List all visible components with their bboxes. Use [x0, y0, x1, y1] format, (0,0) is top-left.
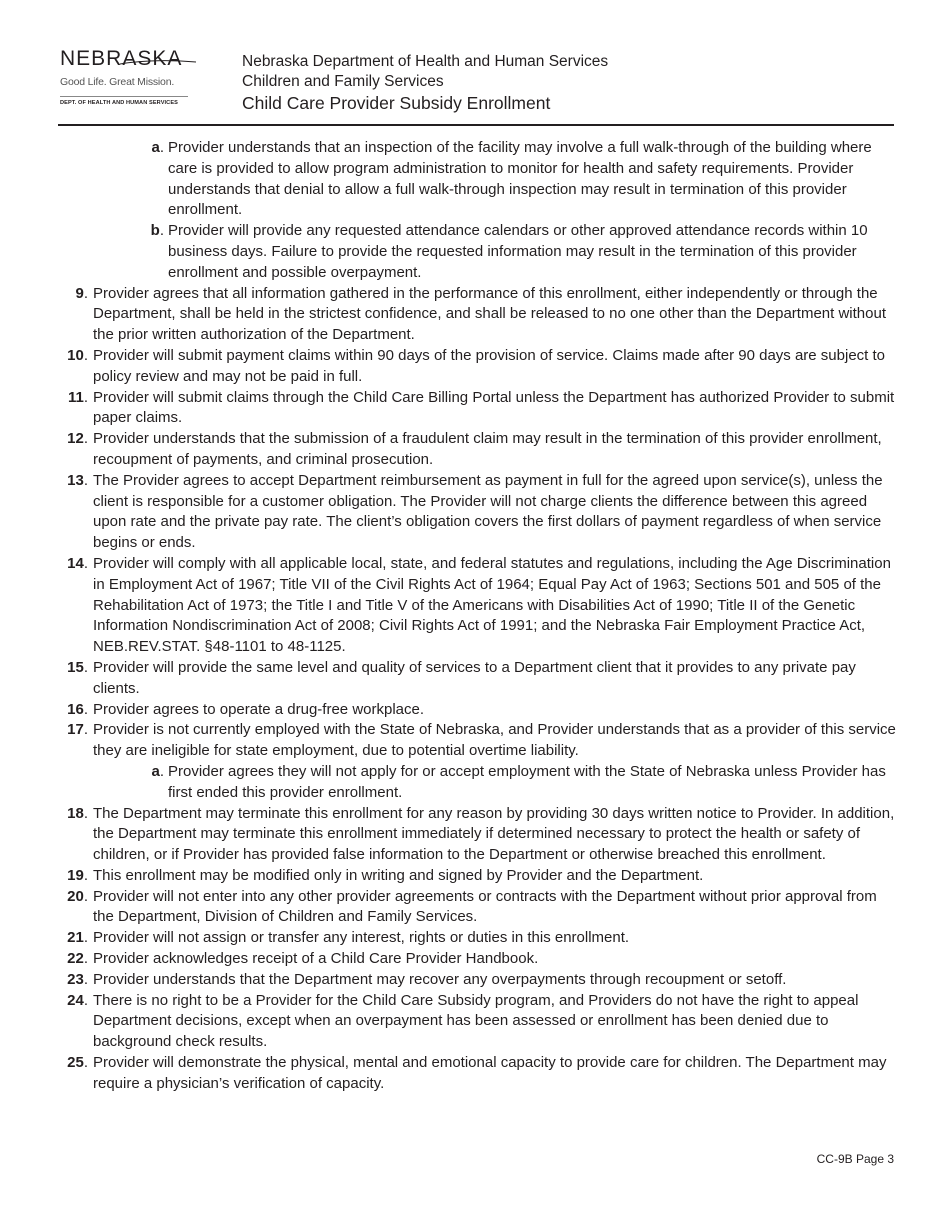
list-item: 22. Provider acknowledges receipt of a Child Care Provider Handbook. — [67, 950, 539, 968]
form-title: Child Care Provider Subsidy Enrollment — [242, 93, 551, 113]
list-item: 25. Provider will demonstrate the physical, mental and emotional capacity to provide care for children. The Department may require a physician’s verification of capacity. — [67, 1054, 887, 1092]
nebraska-dhhs-logo — [58, 46, 198, 112]
list-item: a. Provider understands that an inspection of the facility may involve a full walk-through of the building where care is provided to allow program administration to monitor for health and safety requirements. Provider understands that denial to allow a full walk-through inspection may result in termination of this provider enrollment. — [151, 139, 872, 219]
logo-wordmark: NEBRASKA — [60, 47, 183, 70]
list-item: a. Provider agrees they will not apply for or accept employment with the State of Nebraska unless Provider has first ended this provider enrollment. — [151, 762, 886, 801]
list-item: 11. Provider will submit claims through the Child Care Billing Portal unless the Department has authorized Provider to submit paper claims. — [67, 388, 895, 427]
department-name: Nebraska Department of Health and Human Services — [242, 53, 609, 70]
list-item: 21. Provider will not assign or transfer any interest, rights or duties in this enrollment. — [67, 929, 630, 947]
list-item: 13. The Provider agrees to accept Department reimbursement as payment in full for the agreed upon service(s), unless the client is responsible for a customer obligation. The Provider will not charge clients the difference between this agreed upon rate and the private pay rate. The client’s obligation covers the first dollars of payment regardless of when service begins or ends. — [67, 471, 883, 552]
list-item: b. Provider will provide any requested attendance calendars or other approved attendance records within 10 business days. Failure to provide the requested information may result in the termination of this provider enrollment and possible overpayment. — [150, 222, 868, 281]
list-item: 20. Provider will not enter into any other provider agreements or contracts with the Department without prior approval from the Department, Division of Children and Family Services. — [67, 887, 877, 926]
list-item: 14. Provider will comply with all applicable local, state, and federal statutes and regulations, including the Age Discrimination in Employment Act of 1967; Title VII of the Civil Rights Act of 1964; Equal Pay Act of 1963; Sections 501 and 505 of the Rehabilitation Act of 1973; the Title I and Title V of the Americans with Disabilities Act of 1990; Title II of the Genetic Information Nondiscrimination Act of 2008; Civil Rights Act of 1991; and the Nebraska Fair Employment Practice Act, NEB.REV.STAT. §48-1101 to 48-1125. — [67, 554, 891, 656]
list-item: 23. Provider understands that the Department may recover any overpayments through recoupment or setoff. — [67, 970, 787, 988]
division-name: Children and Family Services — [242, 73, 444, 90]
list-item: 15. Provider will provide the same level and quality of services to a Department client that it provides to any private pay clients. — [67, 658, 856, 697]
list-item: 17. Provider is not currently employed with the State of Nebraska, and Provider understands that as a provider of this service they are ineligible for state employment, due to potential overtime liability. — [67, 721, 896, 760]
list-item: 19. This enrollment may be modified only in writing and signed by Provider and the Department. — [67, 866, 704, 884]
page-header — [58, 46, 894, 126]
header-titles — [242, 52, 608, 114]
list-item: 24. There is no right to be a Provider for the Child Care Subsidy program, and Providers do not have the right to appeal Department decisions, except when an overpayment has been assessed or enrollment has been denied due to background check results. — [67, 991, 859, 1051]
list-item: 12. Provider understands that the submission of a fraudulent claim may result in the termination of this provider enrollment, recoupment of payments, and criminal prosecution. — [67, 430, 882, 468]
page-number: CC-9B Page 3 — [816, 1152, 894, 1166]
enrollment-terms-list — [54, 138, 896, 1095]
logo-tagline: Good Life. Great Mission. — [60, 76, 175, 88]
logo-swoosh-icon — [118, 56, 198, 68]
list-item: 9. Provider agrees that all information gathered in the performance of this enrollment, either independently or through the Department, shall be held in the strictest confidence, and shall be released to no one other than the Department without the prior written authorization of the Department. — [75, 284, 886, 344]
list-item: 16. Provider agrees to operate a drug-free workplace. — [67, 700, 425, 718]
list-item: 10. Provider will submit payment claims within 90 days of the provision of service. Claims made after 90 days are subject to policy review and may not be paid in full. — [67, 346, 886, 385]
logo-department: DEPT. OF HEALTH AND HUMAN SERVICES — [60, 100, 178, 106]
list-item: 18. The Department may terminate this enrollment for any reason by providing 30 days written notice to Provider. In addition, the Department may terminate this enrollment immediately if determined necessary to protect the health or safety of children, or if Provider has provided false information to the Department or otherwise breached this enrollment. — [67, 804, 895, 864]
logo-divider — [60, 96, 188, 97]
